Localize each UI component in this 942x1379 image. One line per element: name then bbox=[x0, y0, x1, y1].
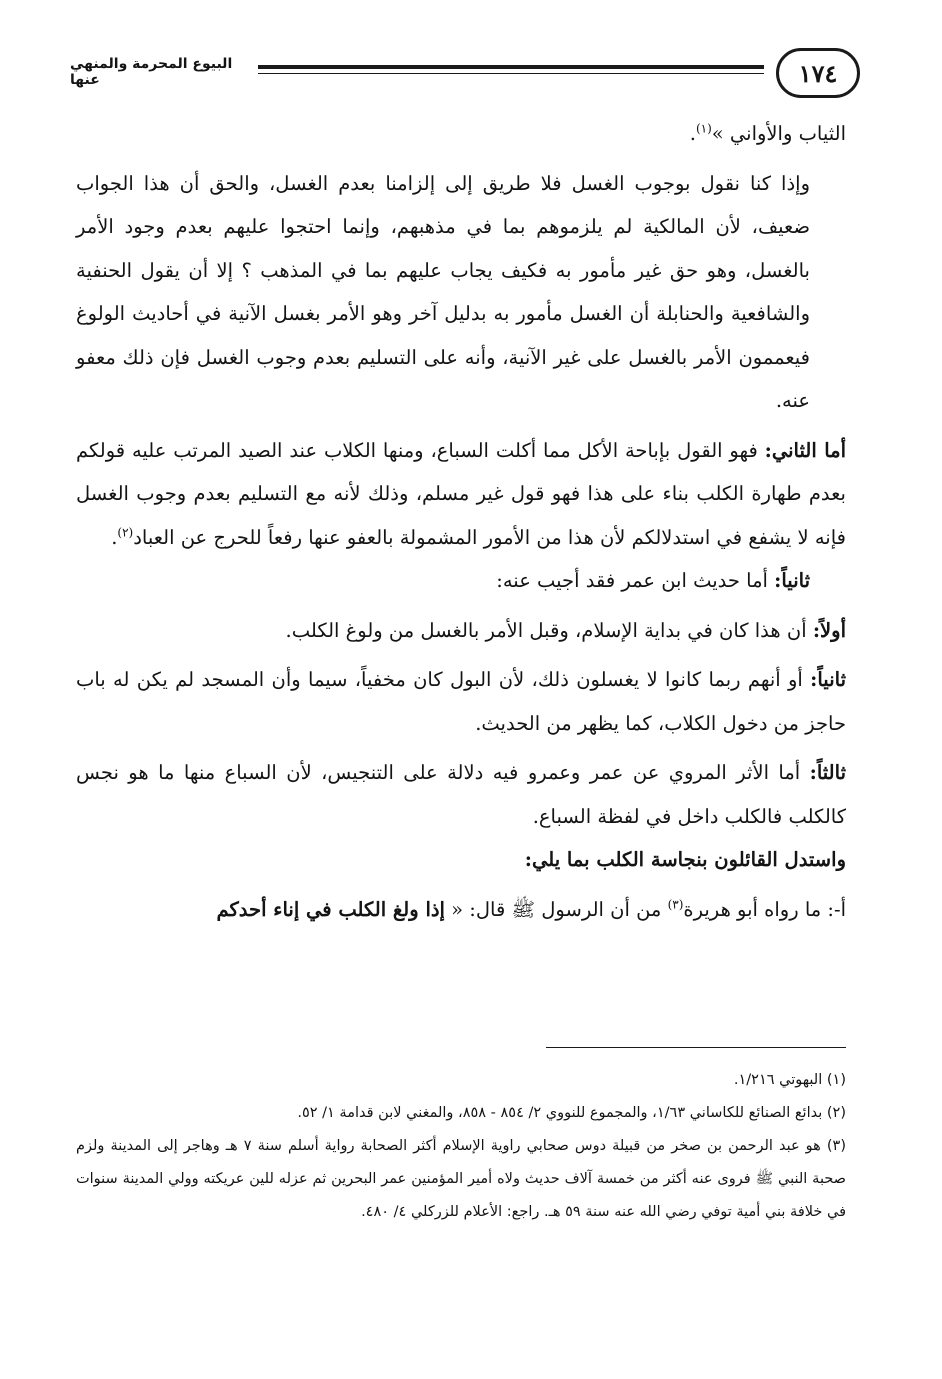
header-rule bbox=[258, 65, 764, 69]
footnote-separator bbox=[546, 1047, 846, 1048]
paragraph-3: أما الثاني: فهو القول بإباحة الأكل مما أكلت السباع، ومنها الكلاب عند الصيد المرتب عليه قولكم بعدم طهارة الكلب بناء على هذا فهو قول غير مسلم، وذلك لأنه مع التسليم بعدم وجوب الغسل فإنه لا يشفع في استدلالكم لأن هذا من الأمور المشمولة بالعفو عنها رفعاً للحرج عن العباد$^{(٢)}$. bbox=[76, 438, 846, 549]
footnote-3: (٣) هو عبد الرحمن بن صخر من قبيلة دوس صحابي راوية الإسلام أكثر الصحابة رواية أسلم سنة ٧ هـ وهاجر إلى المدينة ولزم صحبة النبي ﷺ فروى عنه أكثر من خمسة آلاف حديث ولاه أمير المؤمنين عمر البحرين ثم عزله للين عريكته وولي المدينة سنوات في خلافة بني أمية توفي رضي الله عنه سنة ٥٩ هـ. راجع: الأعلام للزركلي ٤/ ٤٨٠. bbox=[76, 1138, 847, 1220]
paragraph-5: أولاً: أن هذا كان في بداية الإسلام، وقبل الأمر بالغسل من ولوغ الكلب. bbox=[285, 618, 846, 642]
running-title: البيوع المحرمة والمنهي عنها bbox=[70, 56, 233, 88]
paragraph-1: الثياب والأواني »$^{(١)}$. bbox=[689, 121, 846, 145]
footnote-2: (٢) بدائع الصنائع للكاساني ١/٦٣، والمجموع للنووي ٢/ ٨٥٤ - ٨٥٨، والمغني لابن قدامة ١/ ٥٢. bbox=[297, 1105, 846, 1121]
footnote-ref-2: (٢) bbox=[117, 525, 134, 539]
paragraph-4: ثانياً: أما حديث ابن عمر فقد أجيب عنه: bbox=[496, 569, 810, 592]
page-number: ١٧٤ bbox=[776, 48, 860, 98]
paragraph-6: ثانياً: أو أنهم ربما كانوا لا يغسلون ذلك، لأن البول كان مخفياً، سيما وأن المسجد لم يكن له باب حاجز من دخول الكلاب، كما يظهر من الحديث. bbox=[76, 668, 846, 735]
page-header bbox=[70, 48, 860, 104]
footnotes bbox=[76, 1064, 846, 1229]
paragraph-8: واستدل القائلون بنجاسة الكلب بما يلي: bbox=[524, 848, 846, 871]
label-second: أما الثاني: bbox=[764, 438, 846, 462]
paragraph-9: أ-: ما رواه أبو هريرة$^{(٣)}$ من أن الرسول ﷺ قال: « إذا ولغ الكلب في إناء أحدكم bbox=[216, 897, 846, 921]
footnote-ref-1: (١) bbox=[695, 121, 712, 136]
header-rule-thin bbox=[258, 73, 764, 74]
footnote-ref-3: (٣) bbox=[667, 897, 684, 911]
paragraph-2: وإذا كنا نقول بوجوب الغسل فلا طريق إلى إلزامنا بعدم الغسل، والحق أن هذا الجواب ضعيف، لأن المالكية لم يلزموهم بما في مذهبهم، وإنما احتجوا عليهم بعدم وجود الأمر بالغسل، وهو حق غير مأمور به فكيف يجاب عليهم بما في المذهب ؟ إلا أن يقول الحنفية والشافعية والحنابلة أن الغسل مأمور به بدليل آخر وهو الأمر بغسل الآنية في أحاديث الولوغ فيعممون الأمر بالغسل على غير الآنية، وأنه على التسليم بعدم وجوب الغسل فإن ذلك معفو عنه. bbox=[76, 171, 810, 412]
paragraph-7: ثالثاً: أما الأثر المروي عن عمر وعمرو فيه دلالة على التنجيس، لأن السباع منها ما هو نجس كالكلب فالكلب داخل في لفظة السباع. bbox=[76, 761, 846, 828]
main-text bbox=[76, 112, 846, 931]
footnote-1: (١) البهوتي ١/٢١٦. bbox=[733, 1072, 846, 1088]
